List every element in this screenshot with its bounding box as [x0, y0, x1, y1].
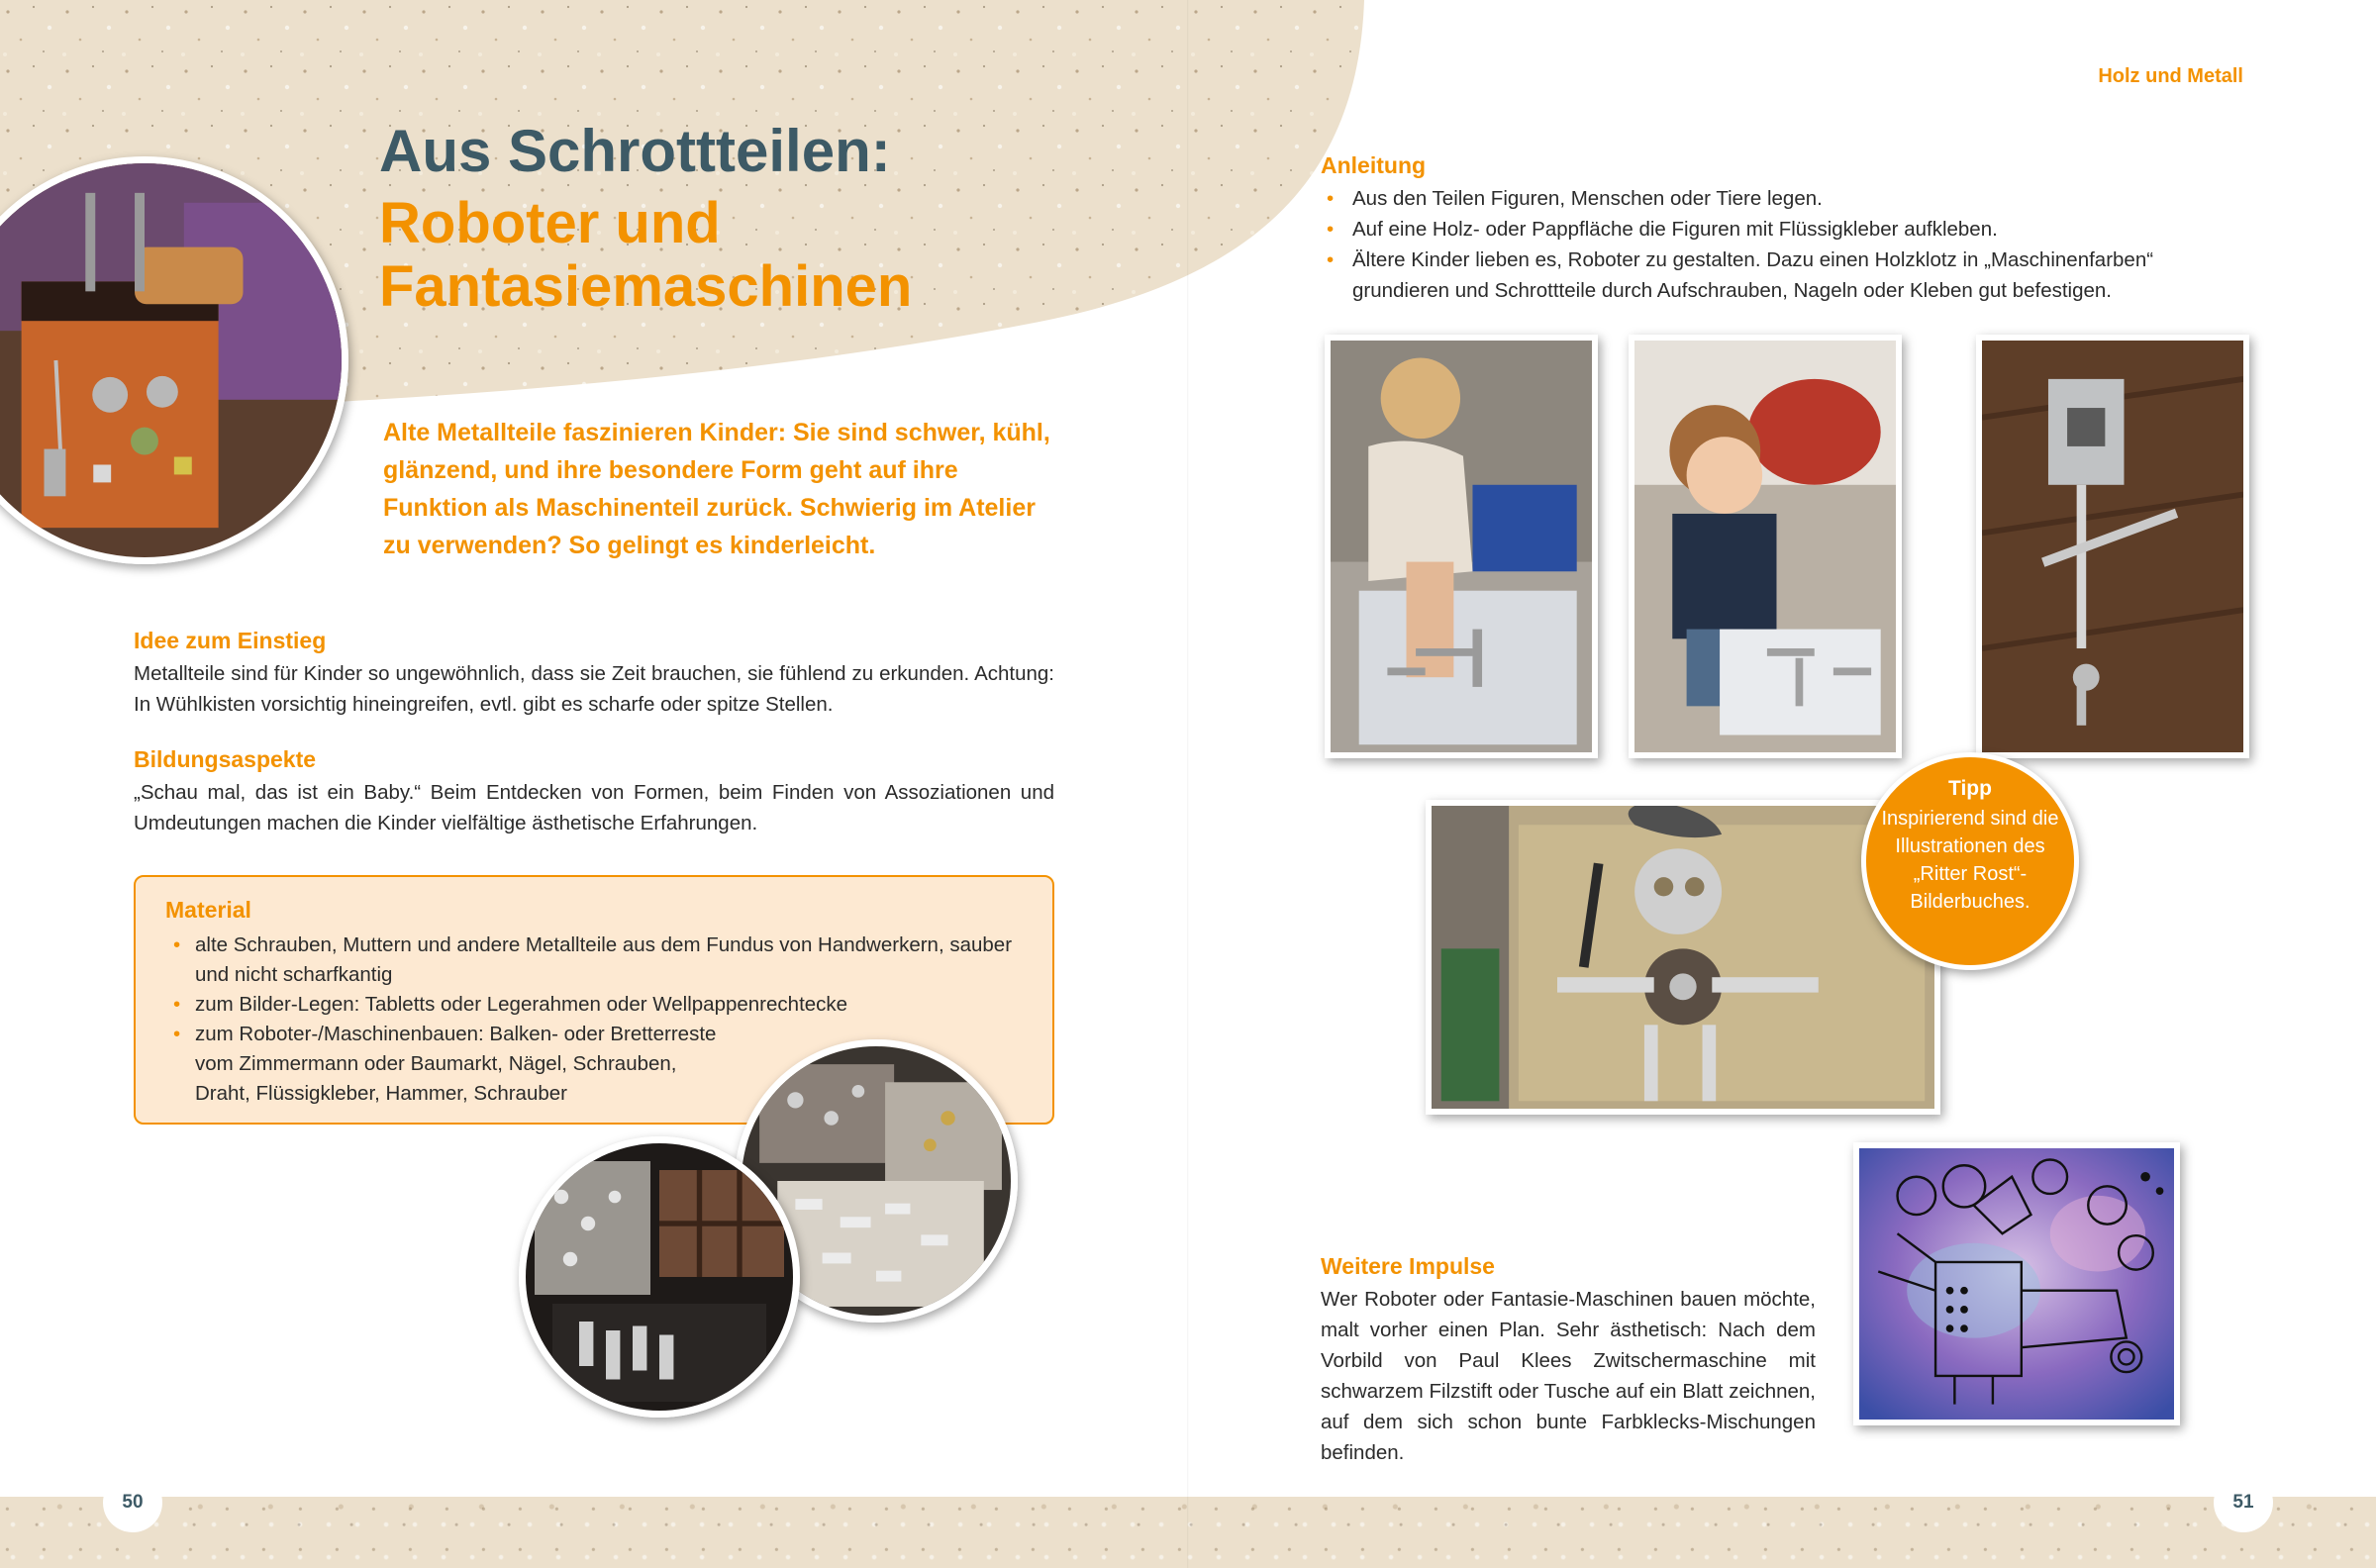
- anleitung-heading: Anleitung: [1321, 152, 1427, 178]
- material-item: • zum Bilder-Legen: Tabletts oder Legerahmen oder Wellpappenrechtecke: [165, 990, 1027, 1020]
- bildung-heading: Bildungsaspekte: [134, 746, 317, 772]
- material-heading: Material: [165, 897, 251, 923]
- screws-box-photo-left: [519, 1136, 800, 1418]
- section-weitere: [1321, 1251, 1816, 1468]
- weitere-text: Wer Roboter oder Fantasie-Maschinen bauen möchte, malt vorher einen Plan. Sehr ästhetisch: Nach dem Vorbild von Paul Klees Zwitschermaschine mit schwarzem Filzstift oder Tusche auf ein Blatt zeichnen, auf dem sich schon bunte Farbklecks-Mischungen befinden.: [1321, 1288, 1816, 1464]
- tipp-heading: Tipp: [1948, 777, 1992, 800]
- page-title: Aus Schrottteilen:: [379, 118, 891, 184]
- klee-drawing-photo: [1853, 1142, 2180, 1425]
- intro-paragraph: Alte Metallteile faszinieren Kinder: Sie sind schwer, kühl, glänzend, und ihre besondere Form geht auf ihre Funktion als Maschinenteil zurück. Schwierig im Atelier zu verwenden? So gelingt es kinderleicht.: [383, 419, 1050, 559]
- page-number-right: 51: [2214, 1473, 2273, 1532]
- subtitle-line-1: Roboter und: [379, 191, 721, 255]
- boy-tray-photo: [1629, 335, 1902, 758]
- anleitung-item: • Ältere Kinder lieben es, Roboter zu gestalten. Dazu einen Holzklotz in „Maschinenfarben“ grundieren und Schrottteile durch Aufschrauben, Nageln oder Kleben gut befestigen.: [1321, 245, 2247, 306]
- anleitung-list: [1321, 183, 2247, 306]
- metal-figure-photo: [1976, 335, 2249, 758]
- girl-tray-photo: [1325, 335, 1598, 758]
- tipp-bubble: [1861, 752, 2079, 970]
- tipp-text: Inspirierend sind die Illustrationen des „Ritter Rost“-Bilderbuches.: [1881, 808, 2059, 913]
- idee-text: Metallteile sind für Kinder so ungewöhnlich, dass sie Zeit brauchen, sie fühlend zu erkunden. Achtung: In Wühlkisten vorsichtig hineingreifen, evtl. gibt es scharfe oder spitze Stellen.: [134, 662, 1054, 716]
- page-gutter: [1187, 0, 1189, 1568]
- anleitung-item: • Aus den Teilen Figuren, Menschen oder Tiere legen.: [1321, 183, 2247, 214]
- material-item: • alte Schrauben, Muttern und andere Metallteile aus dem Fundus von Handwerkern, sauber und nicht scharfkantig: [165, 931, 1027, 990]
- subtitle-line-2: Fantasiemaschinen: [379, 254, 913, 319]
- section-idee: [134, 626, 1054, 720]
- anleitung-item: • Auf eine Holz- oder Pappfläche die Figuren mit Flüssigkleber aufkleben.: [1321, 214, 2247, 245]
- section-bildung: [134, 744, 1054, 838]
- section-anleitung: [1321, 150, 2247, 306]
- page-subtitle: [379, 192, 912, 319]
- weitere-heading: Weitere Impulse: [1321, 1253, 1495, 1279]
- running-head: Holz und Metall: [2098, 65, 2243, 87]
- material-item: • zum Roboter-/Maschinenbauen: Balken- oder Bretterreste vom Zimmermann oder Baumarkt, Nägel, Schrauben, Draht, Flüssigkleber, Hammer, Schrauber: [165, 1020, 730, 1109]
- bildung-text: „Schau mal, das ist ein Baby.“ Beim Entdecken von Formen, beim Finden von Assoziationen und Umdeutungen machen die Kinder vielfältige ästhetische Erfahrungen.: [134, 781, 1054, 834]
- page-number-left: 50: [103, 1473, 162, 1532]
- idee-heading: Idee zum Einstieg: [134, 628, 327, 653]
